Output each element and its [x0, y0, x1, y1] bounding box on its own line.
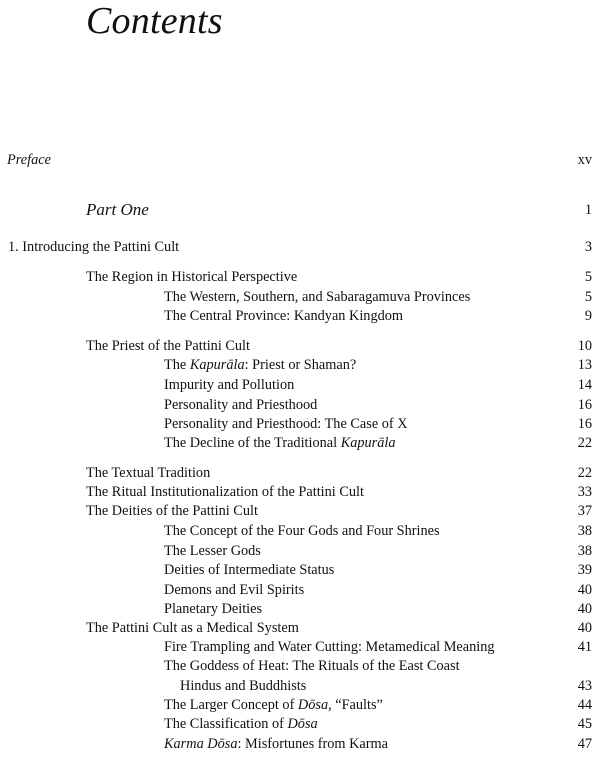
toc-entry-title: Planetary Deities: [164, 601, 263, 617]
toc-entry-page: 16: [577, 397, 592, 413]
toc-entry-page: 3: [584, 239, 592, 255]
toc-entry-page: 44: [577, 697, 592, 713]
toc-entry-page: 45: [577, 716, 592, 732]
toc-entry-page: 47: [577, 736, 592, 752]
toc-entry[interactable]: [0, 714, 592, 734]
toc-entry[interactable]: [0, 521, 592, 541]
toc-entry[interactable]: [0, 267, 592, 287]
toc-entry[interactable]: [0, 734, 592, 754]
toc-entry-title: Deities of Intermediate Status: [164, 562, 335, 578]
toc-entry-page: 37: [577, 503, 592, 519]
toc-entry-part-one[interactable]: [0, 200, 592, 220]
toc-entry[interactable]: [0, 482, 592, 502]
toc-entry[interactable]: [0, 656, 592, 676]
toc-entry-page: 14: [577, 377, 592, 393]
toc-entry-page: 33: [577, 484, 592, 500]
toc-entry-page: 22: [577, 435, 592, 451]
toc-entry[interactable]: [0, 355, 592, 375]
toc-entry-page: 16: [577, 416, 592, 432]
contents-heading: Contents: [86, 0, 223, 42]
toc-entry[interactable]: [0, 618, 592, 638]
toc-entry-title: Hindus and Buddhists: [180, 678, 307, 694]
toc-entry-page: 40: [577, 582, 592, 598]
toc-entry-page: 5: [584, 289, 592, 305]
toc-entry-title: The Western, Southern, and Sabaragamuva Provinces: [164, 289, 471, 305]
toc-entry-title: The Pattini Cult as a Medical System: [86, 620, 299, 636]
toc-entry-page: 39: [577, 562, 592, 578]
toc-entry-title: The Priest of the Pattini Cult: [86, 338, 251, 354]
toc-entry-title: The Larger Concept of Dōsa, “Faults”: [164, 697, 383, 713]
toc-entry-title: Karma Dōsa: Misfortunes from Karma: [164, 736, 388, 752]
toc-entry-page: 13: [577, 357, 592, 373]
toc-entry-title: The Kapurāla: Priest or Shaman?: [164, 357, 357, 373]
toc-entry-page: 43: [577, 678, 592, 694]
toc-entry-page: 1: [584, 202, 592, 218]
toc-entry[interactable]: [0, 414, 592, 434]
toc-entry-page: 41: [577, 639, 592, 655]
toc-entry-title: Impurity and Pollution: [164, 377, 295, 393]
toc-entry[interactable]: [0, 580, 592, 600]
toc-entry-title: Personality and Priesthood: The Case of X: [164, 416, 408, 432]
toc-entry-title: The Region in Historical Perspective: [86, 269, 298, 285]
toc-entry-continued[interactable]: [0, 676, 592, 696]
toc-entry-page: xv: [577, 152, 592, 168]
toc-entry-title: Personality and Priesthood: [164, 397, 318, 413]
toc-entry[interactable]: [0, 560, 592, 580]
toc-entry-title: 1. Introducing the Pattini Cult: [8, 239, 180, 255]
toc-entry-title: The Deities of the Pattini Cult: [86, 503, 258, 519]
toc-entry-title: The Textual Tradition: [86, 465, 211, 481]
toc-entry[interactable]: [0, 695, 592, 715]
toc-entry-preface[interactable]: [0, 150, 592, 170]
toc-entry-page: 5: [584, 269, 592, 285]
toc-entry-page: 22: [577, 465, 592, 481]
toc-entry[interactable]: [0, 599, 592, 619]
toc-entry-title: The Goddess of Heat: The Rituals of the East Coast: [164, 658, 460, 674]
toc-entry[interactable]: [0, 463, 592, 483]
toc-entry[interactable]: [0, 336, 592, 356]
toc-entry-title: The Decline of the Traditional Kapurāla: [164, 435, 396, 451]
toc-entry-title: The Concept of the Four Gods and Four Shrines: [164, 523, 440, 539]
toc-entry-chapter-1[interactable]: [0, 237, 592, 257]
toc-entry-title: The Ritual Institutionalization of the Pattini Cult: [86, 484, 364, 500]
toc-entry[interactable]: [0, 395, 592, 415]
toc-entry-page: 40: [577, 601, 592, 617]
toc-entry[interactable]: [0, 433, 592, 453]
toc-entry-title: The Lesser Gods: [164, 543, 261, 559]
toc-entry-page: 40: [577, 620, 592, 636]
toc-entry-page: 38: [577, 523, 592, 539]
toc-entry-title: Demons and Evil Spirits: [164, 582, 305, 598]
toc-entry-title: Preface: [7, 152, 51, 168]
toc-entry-page: 10: [577, 338, 592, 354]
toc-part-title: Part One: [86, 200, 149, 219]
toc-entry-title: The Central Province: Kandyan Kingdom: [164, 308, 404, 324]
toc-entry-page: 38: [577, 543, 592, 559]
toc-entry[interactable]: [0, 501, 592, 521]
toc-entry[interactable]: [0, 287, 592, 307]
toc-entry[interactable]: [0, 541, 592, 561]
toc-entry-title: Fire Trampling and Water Cutting: Metamedical Meaning: [164, 639, 495, 655]
toc-entry-title: The Classification of Dōsa: [164, 716, 318, 732]
toc-entry[interactable]: [0, 637, 592, 657]
toc-entry[interactable]: [0, 306, 592, 326]
toc-entry[interactable]: [0, 375, 592, 395]
toc-entry-page: 9: [584, 308, 592, 324]
